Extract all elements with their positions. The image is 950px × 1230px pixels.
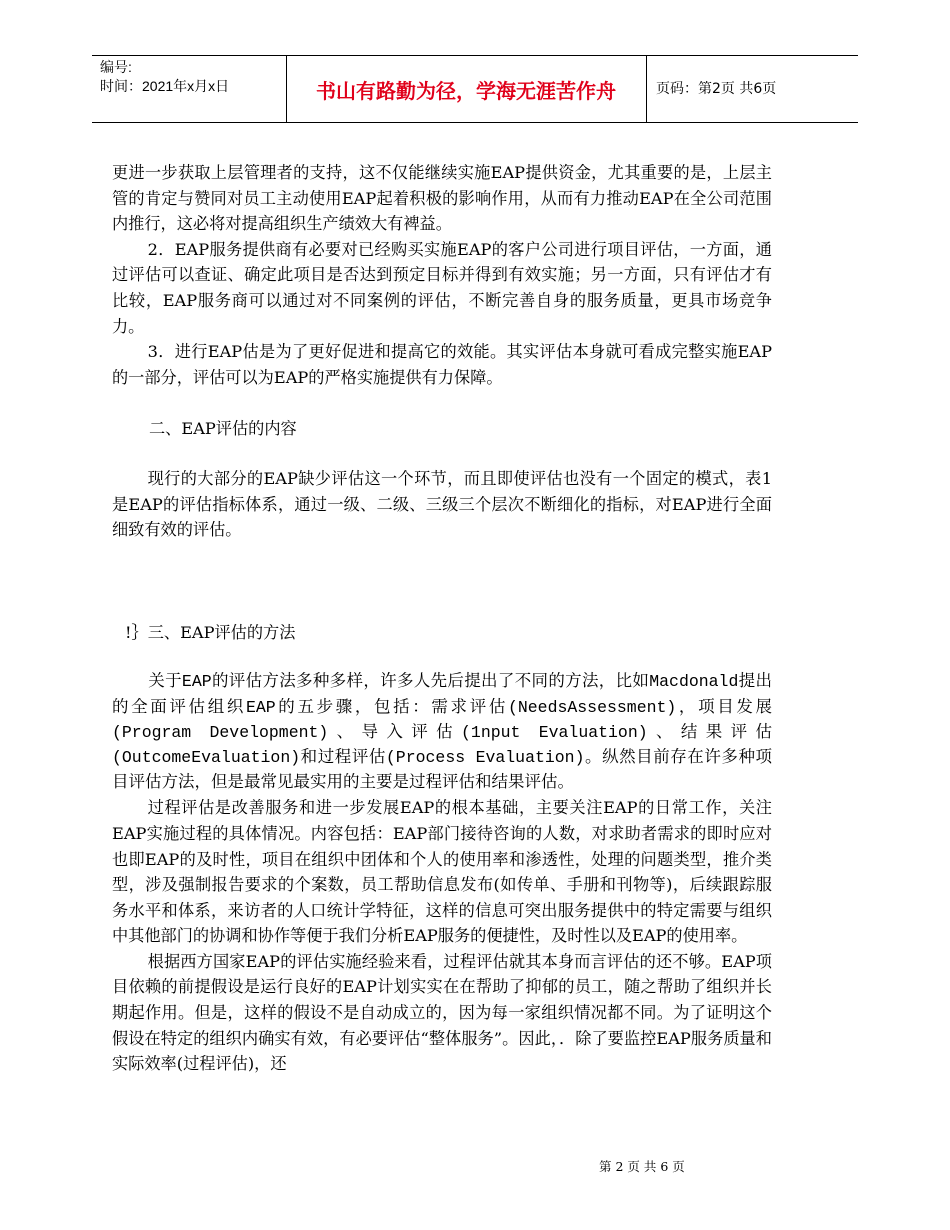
- header-page-info: 页码：第2页 共6页: [656, 81, 777, 97]
- page-footer: 第 2 页 共 6 页: [599, 1159, 685, 1174]
- paragraph-2: 2．EAP服务提供商有必要对已经购买实施EAP的客户公司进行项目评估，一方面，通过评估可以查证、确定此项目是否达到预定目标并得到有效实施；另一方面，只有评估才有比较，EAP服务商可以通过对不同案例的评估，不断完善自身的服务质量，更具市场竞争力。: [112, 239, 772, 336]
- section-heading-3: !｝三、EAP评估的方法: [125, 622, 296, 642]
- document-time-label: 时间：2021年x月x日: [100, 78, 230, 94]
- paragraph-6: 过程评估是改善服务和进一步发展EAP的根本基础，主要关注EAP的日常工作，关注EAP实施过程的具体情况。内容包括：EAP部门接待咨询的人数，对求助者需求的即时应对也即EAP的及时性，项目在组织中团体和个人的使用率和渗透性，处理的问题类型，推介类型，涉及强制报告要求的个案数，员工帮助信息发布(如传单、手册和刊物等)，后续跟踪服务水平和体系，来访者的人口统计学特征，这样的信息可突出服务提供中的特定需要与组织中其他部门的协调和协作等便于我们分析EAP服务的便捷性，及时性以及EAP的使用率。: [112, 798, 772, 946]
- paragraph-5: 关于EAP的评估方法多种多样，许多人先后提出了不同的方法，比如Macdonald提出的全面评估组织EAP的五步骤，包括：需求评估(NeedsAssessment)，项目发展(Program Development)、导入评估(1nput Evaluation)、结果评估(OutcomeEvaluation)和过程评估(Process Evaluation)。纵然目前存在许多种项目评估方法，但是最常见最实用的主要是过程评估和结果评估。: [112, 672, 772, 793]
- page-header: [92, 55, 858, 123]
- header-meta: [100, 58, 229, 96]
- paragraph-3: 3．进行EAP估是为了更好促进和提高它的效能。其实评估本身就可看成完整实施EAP的一部分，评估可以为EAP的严格实施提供有力保障。: [112, 342, 772, 387]
- header-motto: 书山有路勤为径，学海无涯苦作舟: [316, 78, 616, 103]
- paragraph-7: 根据西方国家EAP的评估实施经验来看，过程评估就其本身而言评估的还不够。EAP项目依赖的前提假设是运行良好的EAP计划实实在在帮助了抑郁的员工，随之帮助了组织并长期起作用。但是，这样的假设不是自动成立的，因为每一家组织情况都不同。为了证明这个假设在特定的组织内确实有效，有必要评估“整体服务”。因此，．除了要监控EAP服务质量和实际效率(过程评估)，还: [112, 951, 772, 1074]
- paragraph-4: 现行的大部分的EAP缺少评估这一个环节，而且即使评估也没有一个固定的模式，表1是EAP的评估指标体系，通过一级、二级、三级三个层次不断细化的指标，对EAP进行全面细致有效的评估。: [112, 468, 772, 540]
- document-number-label: 编号:: [100, 59, 132, 75]
- document-body: [112, 160, 772, 1077]
- paragraph-1: 更进一步获取上层管理者的支持，这不仅能继续实施EAP提供资金，尤其重要的是，上层主管的肯定与赞同对员工主动使用EAP起着积极的影响作用，从而有力推动EAP在全公司范围内推行，这必将对提高组织生产绩效大有裨益。: [112, 163, 772, 234]
- section-heading-2: 二、EAP评估的内容: [149, 419, 297, 439]
- header-divider-right: [646, 56, 647, 122]
